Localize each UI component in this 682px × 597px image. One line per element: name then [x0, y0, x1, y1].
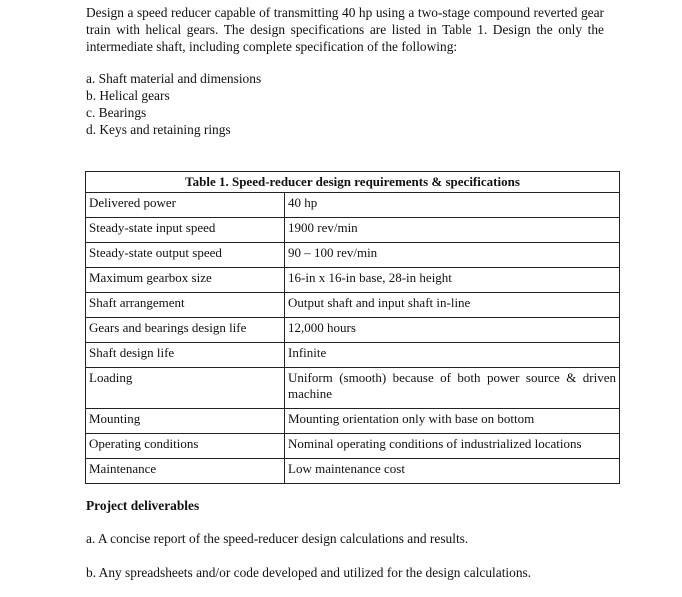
spec-value: 90 – 100 rev/min [285, 243, 620, 268]
table-row [86, 268, 620, 293]
spec-value: 40 hp [285, 193, 620, 218]
list-item: b. Helical gears [86, 88, 170, 103]
list-item: a. Shaft material and dimensions [86, 71, 262, 86]
table-caption: Table 1. Speed-reducer design requirements & specifications [86, 172, 620, 193]
spec-table [85, 171, 620, 484]
list-item: c. Bearings [86, 105, 147, 120]
spec-key: Gears and bearings design life [86, 318, 285, 343]
spec-key: Maintenance [86, 459, 285, 484]
requirements-list [86, 70, 261, 138]
spec-value: 16-in x 16-in base, 28-in height [285, 268, 620, 293]
deliverable-item: b. Any spreadsheets and/or code developed and utilized for the design calculations. [86, 565, 532, 580]
table-row [86, 434, 620, 459]
table-row [86, 368, 620, 409]
deliverable-item: a. A concise report of the speed-reducer design calculations and results. [86, 531, 469, 546]
table-row [86, 243, 620, 268]
table-row [86, 293, 620, 318]
spec-value: Output shaft and input shaft in-line [285, 293, 620, 318]
spec-key: Loading [86, 368, 285, 409]
spec-key: Steady-state input speed [86, 218, 285, 243]
table-row [86, 318, 620, 343]
table-row [86, 343, 620, 368]
spec-value: Uniform (smooth) because of both power source & driven machine [285, 368, 620, 409]
spec-key: Maximum gearbox size [86, 268, 285, 293]
spec-key: Steady-state output speed [86, 243, 285, 268]
deliverables-heading: Project deliverables [86, 498, 200, 513]
table-row [86, 459, 620, 484]
spec-key: Shaft design life [86, 343, 285, 368]
table-row [86, 218, 620, 243]
spec-value: Nominal operating conditions of industrialized locations [285, 434, 620, 459]
spec-key: Shaft arrangement [86, 293, 285, 318]
spec-value: 1900 rev/min [285, 218, 620, 243]
spec-value: Low maintenance cost [285, 459, 620, 484]
spec-value: Mounting orientation only with base on bottom [285, 409, 620, 434]
spec-key: Delivered power [86, 193, 285, 218]
table-row [86, 409, 620, 434]
spec-key: Operating conditions [86, 434, 285, 459]
list-item: d. Keys and retaining rings [86, 122, 231, 137]
spec-key: Mounting [86, 409, 285, 434]
spec-value: 12,000 hours [285, 318, 620, 343]
intro-paragraph: Design a speed reducer capable of transmitting 40 hp using a two-stage compound reverted gear train with helical gears. The design specifications are listed in Table 1. Design the only the intermediate shaft, including complete specification of the following: [86, 5, 604, 54]
spec-value: Infinite [285, 343, 620, 368]
table-row [86, 193, 620, 218]
